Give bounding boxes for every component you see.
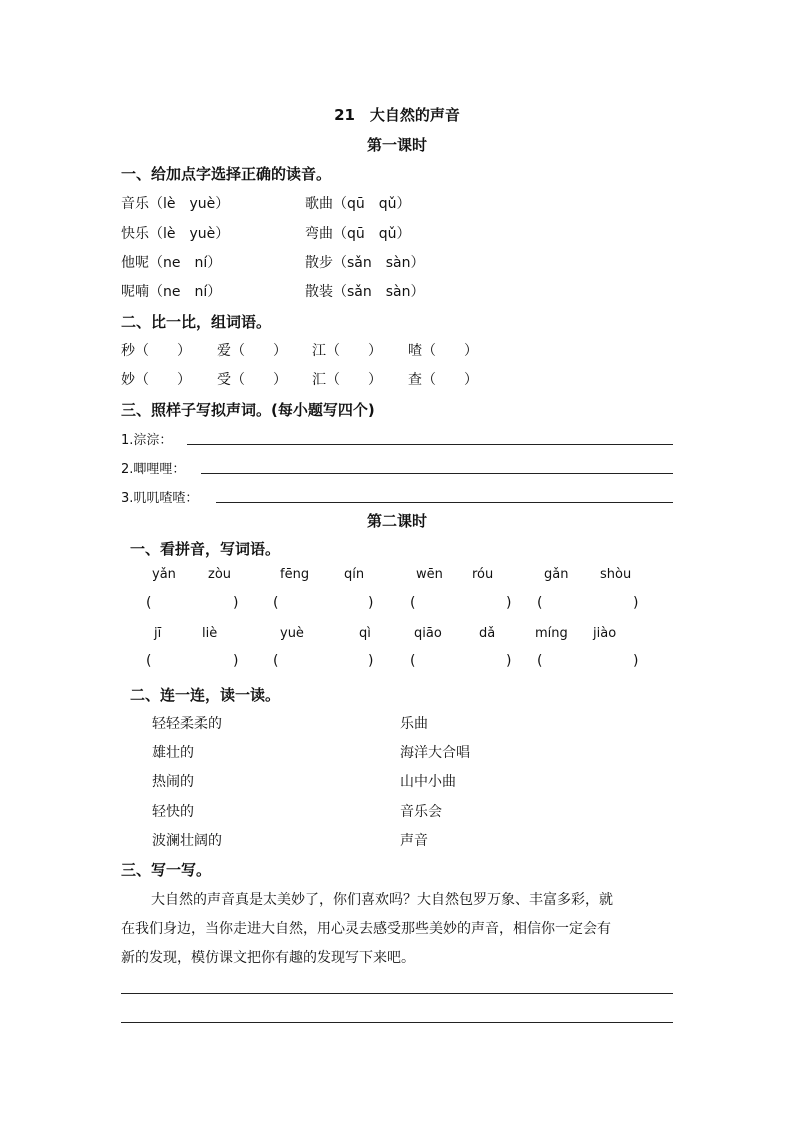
p1-q2-heading: 二、比一比，组词语。 <box>121 313 272 331</box>
bracket-open: ( <box>537 653 543 669</box>
pinyin: yǎn <box>152 567 176 582</box>
bracket-open: ( <box>273 595 279 611</box>
pinyin: qì <box>359 626 371 641</box>
p1-q1-item: 歌曲（qū qǔ） <box>305 196 411 212</box>
bracket-close: ) <box>233 653 239 669</box>
bracket-open: ( <box>410 595 416 611</box>
pinyin: jī <box>154 626 162 641</box>
match-left-item[interactable]: 波澜壮阔的 <box>152 833 222 849</box>
writing-line[interactable] <box>121 1022 673 1023</box>
p2-q3-heading: 三、写一写。 <box>121 861 212 879</box>
onomatopoeia-label: 2.唧哩哩： <box>121 462 186 477</box>
period1-title: 第一课时 <box>366 136 427 154</box>
match-right-item[interactable]: 声音 <box>400 833 428 849</box>
p1-q1-item: 音乐（lè yuè） <box>121 196 230 212</box>
answer-line[interactable] <box>201 473 673 474</box>
match-right-item[interactable]: 音乐会 <box>400 804 442 820</box>
p1-q3-heading: 三、照样子写拟声词。(每小题写四个) <box>121 401 375 419</box>
answer-line[interactable] <box>187 444 673 445</box>
compare-item: 汇（ ） <box>312 372 382 388</box>
pinyin: gǎn <box>544 567 569 582</box>
p1-q1-item: 弯曲（qū qǔ） <box>305 226 411 242</box>
match-left-item[interactable]: 轻快的 <box>152 804 194 820</box>
p1-q1-item: 散装（sǎn sàn） <box>305 284 425 300</box>
pinyin: shòu <box>600 567 632 582</box>
p1-q1-item: 散步（sǎn sàn） <box>305 255 425 271</box>
match-left-item[interactable]: 雄壮的 <box>152 745 194 761</box>
p1-q1-item: 呢喃（ne ní） <box>121 284 222 300</box>
bracket-close: ) <box>506 595 512 611</box>
bracket-close: ) <box>633 595 639 611</box>
period2-title: 第二课时 <box>366 512 427 530</box>
lesson-title: 21 大自然的声音 <box>334 106 460 124</box>
match-right-item[interactable]: 山中小曲 <box>400 774 456 790</box>
pinyin: yuè <box>280 626 304 641</box>
writing-line[interactable] <box>121 993 673 994</box>
bracket-close: ) <box>368 653 374 669</box>
match-right-item[interactable]: 海洋大合唱 <box>400 745 470 761</box>
pinyin: dǎ <box>479 626 496 641</box>
pinyin: zòu <box>208 567 232 582</box>
pinyin: liè <box>202 626 218 641</box>
bracket-close: ) <box>633 653 639 669</box>
compare-item: 秒（ ） <box>121 343 191 359</box>
compare-item: 查（ ） <box>408 372 478 388</box>
compare-item: 爱（ ） <box>217 343 287 359</box>
prompt-paragraph-line: 大自然的声音真是太美妙了，你们喜欢吗？大自然包罗万象、丰富多彩，就 <box>151 892 613 908</box>
match-right-item[interactable]: 乐曲 <box>400 716 428 732</box>
pinyin: wēn <box>416 567 443 582</box>
bracket-close: ) <box>233 595 239 611</box>
onomatopoeia-label: 3.叽叽喳喳： <box>121 491 199 506</box>
bracket-open: ( <box>146 595 152 611</box>
compare-item: 妙（ ） <box>121 372 191 388</box>
bracket-open: ( <box>273 653 279 669</box>
compare-item: 受（ ） <box>217 372 287 388</box>
compare-item: 江（ ） <box>312 343 382 359</box>
p1-q1-item: 他呢（ne ní） <box>121 255 222 271</box>
bracket-close: ) <box>506 653 512 669</box>
pinyin: jiào <box>593 626 617 641</box>
bracket-close: ) <box>368 595 374 611</box>
p2-q2-heading: 二、连一连，读一读。 <box>130 686 281 704</box>
prompt-paragraph-line: 在我们身边，当你走进大自然，用心灵去感受那些美妙的声音，相信你一定会有 <box>121 921 611 937</box>
p1-q1-heading: 一、给加点字选择正确的读音。 <box>121 165 332 183</box>
pinyin: qiāo <box>414 626 442 641</box>
bracket-open: ( <box>537 595 543 611</box>
onomatopoeia-label: 1.淙淙： <box>121 433 173 448</box>
compare-item: 喳（ ） <box>408 343 478 359</box>
match-left-item[interactable]: 热闹的 <box>152 774 194 790</box>
p1-q1-item: 快乐（lè yuè） <box>121 226 230 242</box>
pinyin: fēng <box>280 567 310 582</box>
pinyin: róu <box>472 567 494 582</box>
prompt-paragraph-line: 新的发现，模仿课文把你有趣的发现写下来吧。 <box>121 950 415 966</box>
bracket-open: ( <box>146 653 152 669</box>
p2-q1-heading: 一、看拼音，写词语。 <box>130 540 281 558</box>
pinyin: míng <box>535 626 568 641</box>
bracket-open: ( <box>410 653 416 669</box>
pinyin: qín <box>344 567 365 582</box>
match-left-item[interactable]: 轻轻柔柔的 <box>152 716 222 732</box>
answer-line[interactable] <box>216 502 673 503</box>
